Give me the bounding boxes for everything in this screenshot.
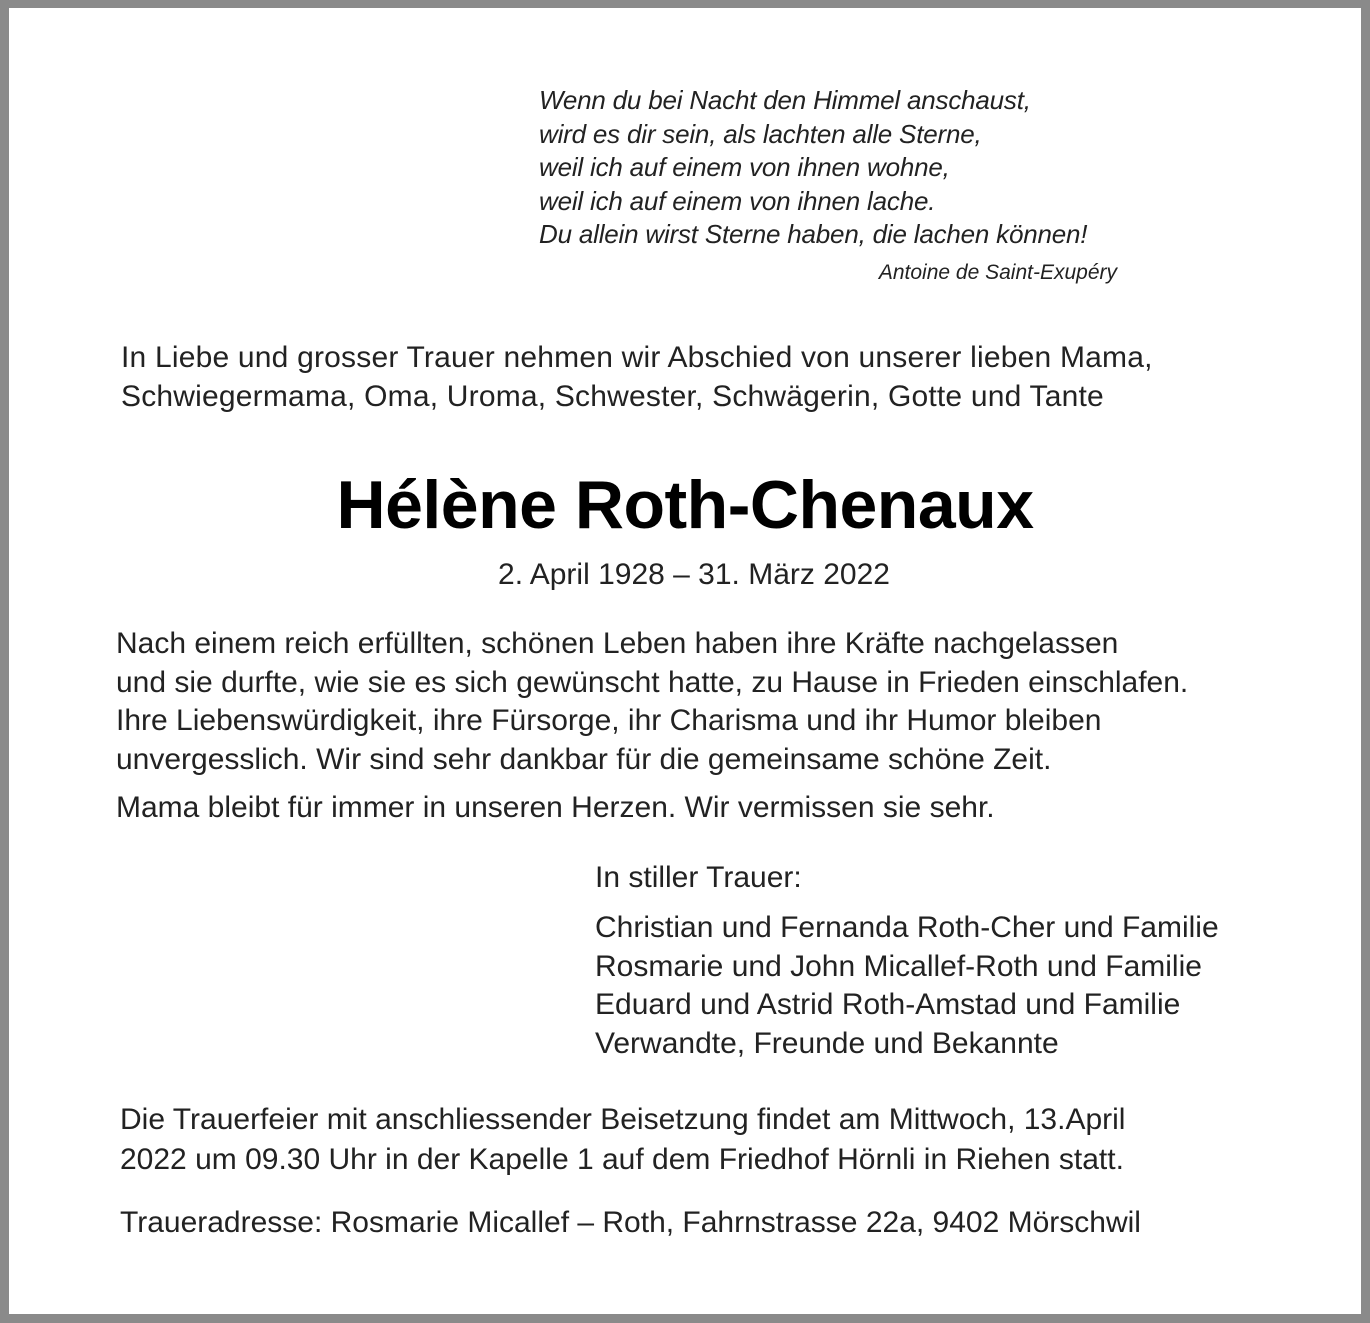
tribute-line: und sie durfte, wie sie es sich gewünscht hatte, zu Hause in Frieden einschlafen. <box>116 665 1189 699</box>
poem-line: weil ich auf einem von ihnen lache. <box>539 185 936 216</box>
service-line: Die Trauerfeier mit anschliessender Beisetzung findet am Mittwoch, 13.April <box>120 1103 1126 1136</box>
deceased-name: Hélène Roth-Chenaux <box>336 467 1034 543</box>
closing-sentence: Mama bleibt für immer in unseren Herzen. Wir vermissen sie sehr. <box>116 791 995 824</box>
poem-line: Wenn du bei Nacht den Himmel anschaust, <box>539 85 1031 115</box>
intro-line: In Liebe und grosser Trauer nehmen wir Abschied von unserer lieben Mama, <box>121 341 1153 374</box>
tribute-line: Ihre Liebenswürdigkeit, ihre Fürsorge, ihr Charisma und ihr Humor bleiben <box>116 704 1102 737</box>
poem-author: Antoine de Saint-Exupéry <box>878 261 1117 284</box>
poem-line: wird es dir sein, als lachten alle Sterne, <box>539 118 982 149</box>
mourner-entry: Eduard und Astrid Roth-Amstad und Familie <box>595 988 1181 1021</box>
mourner-entry: Rosmarie und John Micallef-Roth und Familie <box>595 949 1202 983</box>
mourning-address: Traueradresse: Rosmarie Micallef – Roth, Fahrnstrasse 22a, 9402 Mörschwil <box>120 1206 1141 1239</box>
obituary-notice <box>9 8 1361 1314</box>
tribute-line: Nach einem reich erfüllten, schönen Leben haben ihre Kräfte nachgelassen <box>116 627 1119 660</box>
mourner-entry: Verwandte, Freunde und Bekannte <box>595 1026 1059 1060</box>
intro-line: Schwiegermama, Oma, Uroma, Schwester, Schwägerin, Gotte und Tante <box>121 380 1104 413</box>
tribute-paragraph <box>116 625 1346 779</box>
poem-line: weil ich auf einem von ihnen wohne, <box>539 152 950 182</box>
poem-line: Du allein wirst Sterne haben, die lachen können! <box>539 219 1088 249</box>
mourner-entry: Christian und Fernanda Roth-Cher und Familie <box>595 911 1219 944</box>
intro-paragraph <box>121 338 1281 416</box>
service-details <box>120 1100 1320 1180</box>
mourners-list <box>595 909 1335 1063</box>
tribute-line: unvergesslich. Wir sind sehr dankbar für die gemeinsame schöne Zeit. <box>116 742 1052 776</box>
poem-quote <box>539 84 1139 252</box>
service-line: 2022 um 09.30 Uhr in der Kapelle 1 auf dem Friedhof Hörnli in Riehen statt. <box>120 1143 1124 1176</box>
mourners-heading: In stiller Trauer: <box>595 861 802 894</box>
life-dates: 2. April 1928 – 31. März 2022 <box>498 558 890 591</box>
